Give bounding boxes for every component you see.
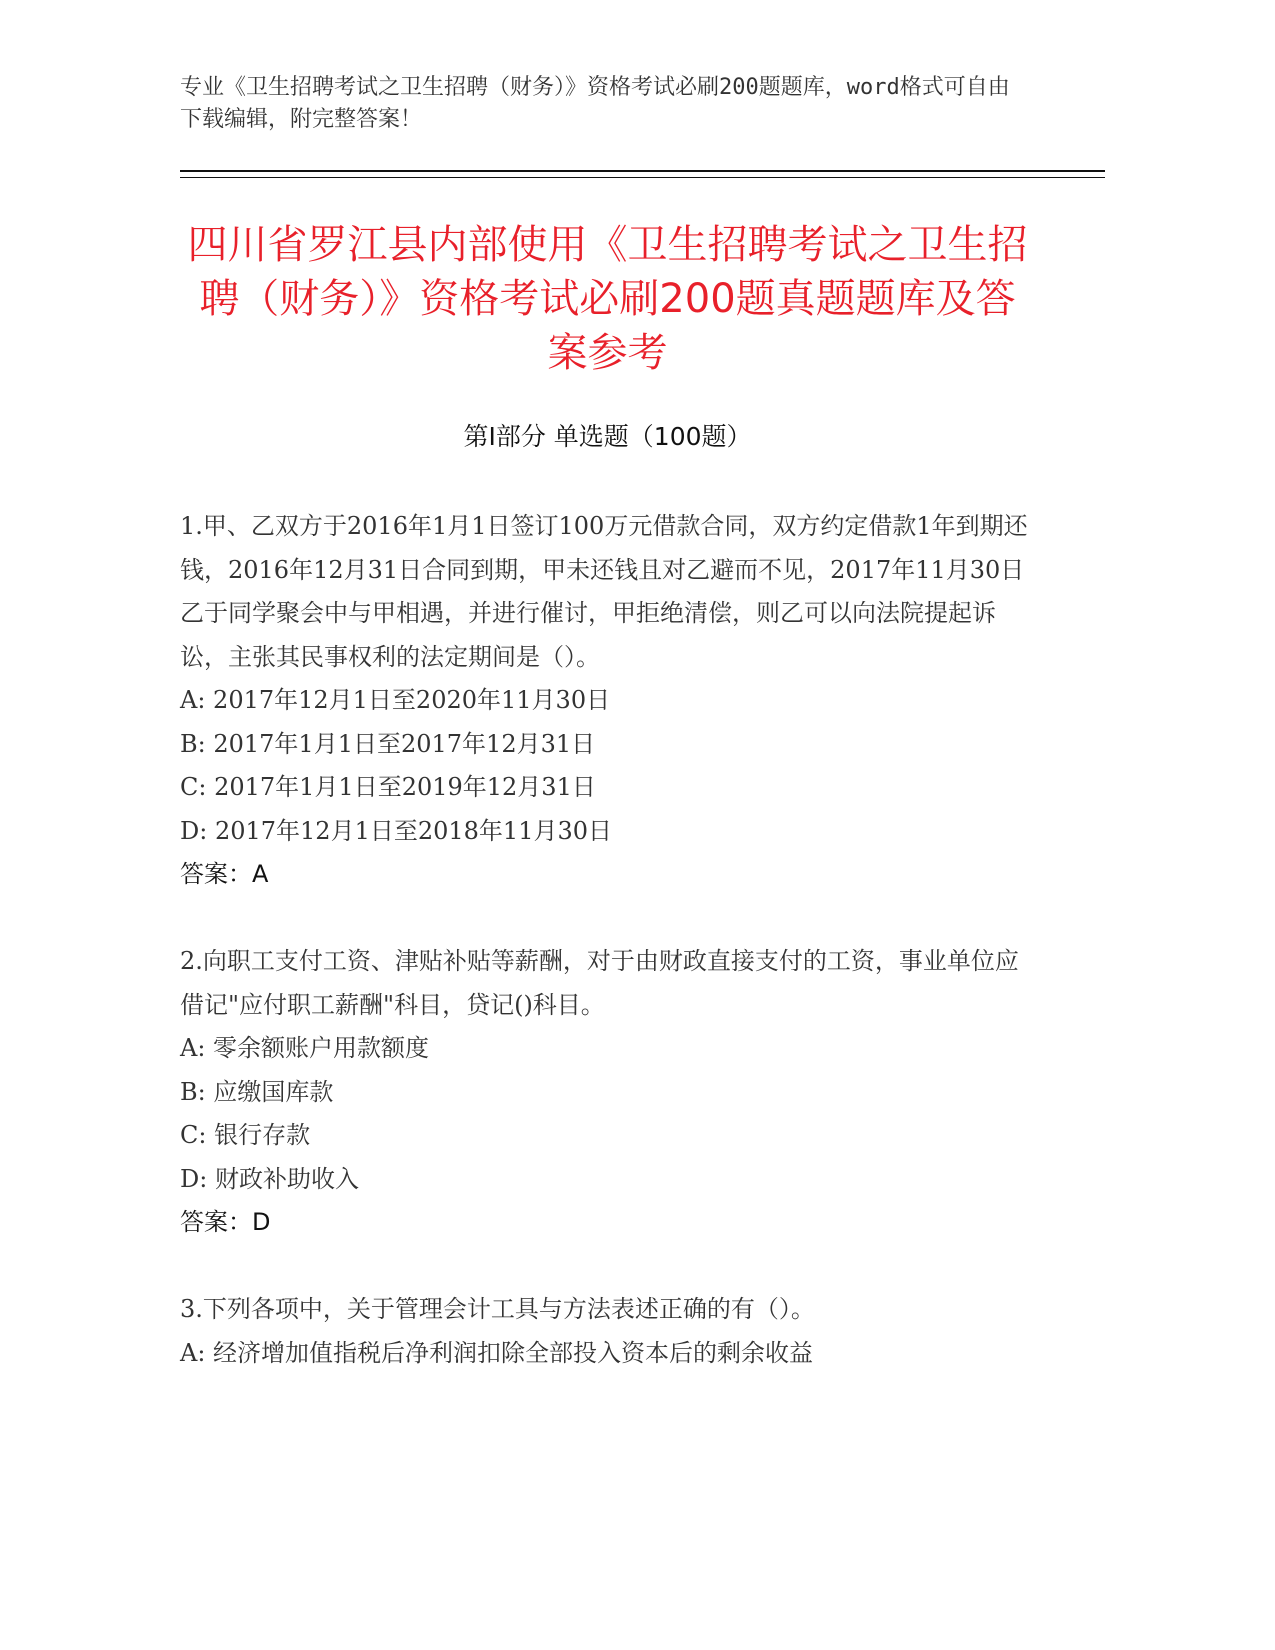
answer-line: 答案：A <box>180 860 269 888</box>
section-heading: 第Ⅰ部分 单选题（100题） <box>463 422 752 451</box>
option-a: A: 零余额账户用款额度 <box>180 1034 430 1062</box>
answer-line: 答案：D <box>180 1208 271 1236</box>
question-1 <box>180 505 1040 897</box>
option-d: D: 2017年12月1日至2018年11月30日 <box>180 816 612 845</box>
document-title: 四川省罗江县内部使用《卫生招聘考试之卫生招聘（财务）》资格考试必刷200题真题题库及答案参考 <box>187 222 1028 376</box>
option-a: A: 经济增加值指税后净利润扣除全部投入资本后的剩余收益 <box>180 1338 814 1367</box>
option-b: B: 2017年1月1日至2017年12月31日 <box>180 729 596 758</box>
option-c: C: 2017年1月1日至2019年12月31日 <box>180 773 596 801</box>
header-note: 专业《卫生招聘考试之卫生招聘（财务）》资格考试必刷200题题库，word格式可自由下载编辑，附完整答案！ <box>180 75 1010 132</box>
question-stem: 1.甲、乙双方于2016年1月1日签订100万元借款合同，双方约定借款1年到期还钱，2016年12月31日合同到期，甲未还钱且对乙避而不见，2017年11月30日乙于同学聚会中与甲相遇，并进行催讨，甲拒绝清偿，则乙可以向法院提起诉讼，主张其民事权利的法定期间是（）。 <box>180 512 1028 671</box>
option-c: C: 银行存款 <box>180 1121 311 1149</box>
question-3 <box>180 1288 1040 1375</box>
option-d: D: 财政补助收入 <box>180 1164 359 1193</box>
question-list <box>180 505 1040 1419</box>
question-2 <box>180 940 1040 1245</box>
header-divider-thick <box>180 170 1105 172</box>
option-a: A: 2017年12月1日至2020年11月30日 <box>180 686 611 714</box>
question-stem: 3.下列各项中，关于管理会计工具与方法表述正确的有（）。 <box>180 1295 815 1323</box>
header-divider-thin <box>180 177 1105 178</box>
option-b: B: 应缴国库款 <box>180 1077 334 1106</box>
question-stem: 2.向职工支付工资、津贴补贴等薪酬，对于由财政直接支付的工资，事业单位应借记"应付职工薪酬"科目，贷记()科目。 <box>180 947 1019 1019</box>
